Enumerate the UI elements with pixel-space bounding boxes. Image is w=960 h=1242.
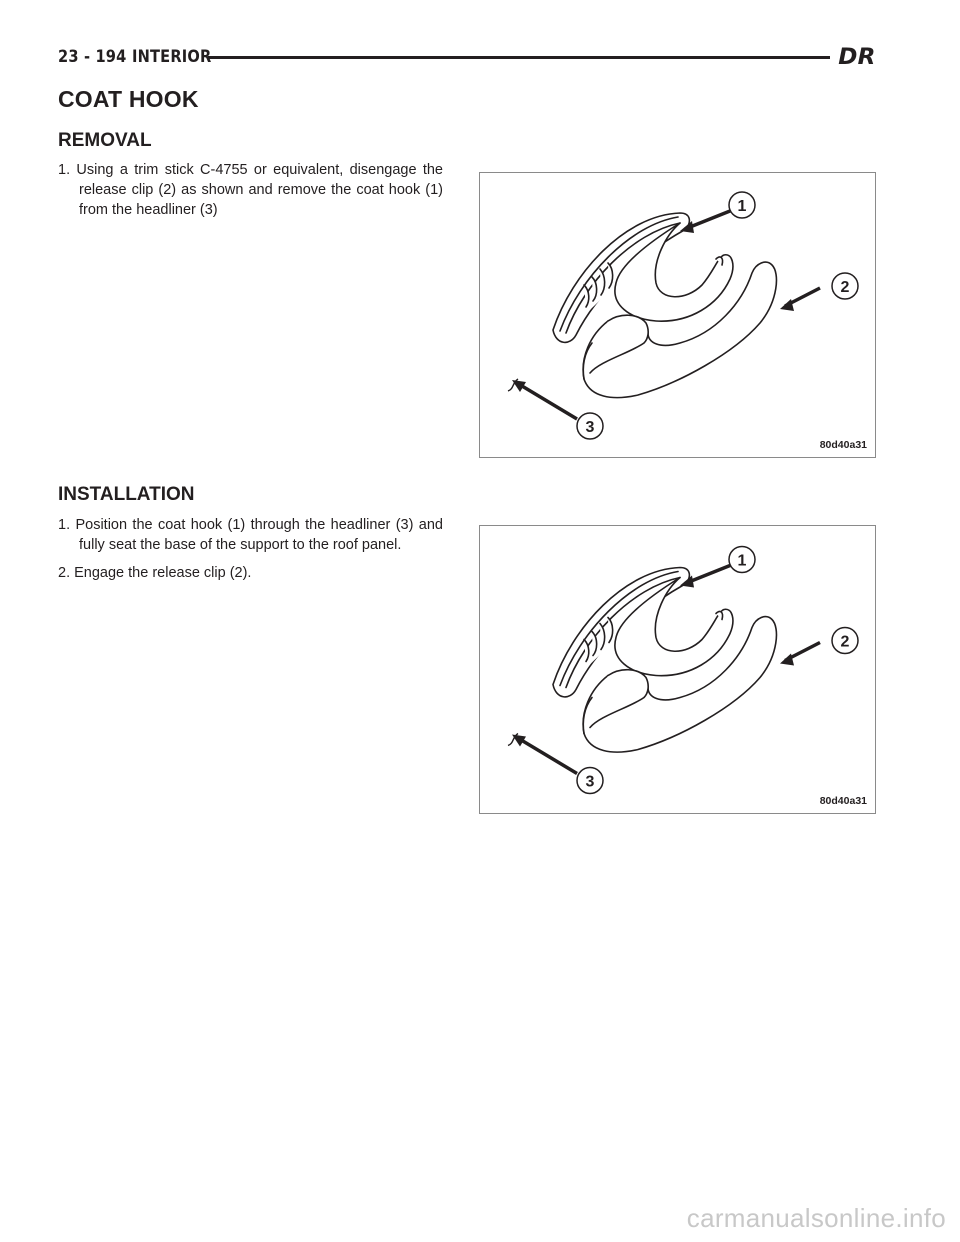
svg-text:1: 1 bbox=[737, 198, 747, 215]
installation-heading: INSTALLATION bbox=[58, 484, 195, 505]
installation-figure bbox=[479, 525, 876, 814]
figure-code: 80d40a31 bbox=[819, 439, 867, 451]
removal-step-1: 1. Using a trim stick C-4755 or equivalent, disengage the release clip (2) as shown and remove the coat hook (1) from the headliner (3) bbox=[58, 162, 443, 218]
removal-figure bbox=[479, 172, 876, 458]
installation-steps bbox=[58, 515, 443, 591]
page-title: COAT HOOK bbox=[58, 86, 199, 112]
callout-1 bbox=[729, 192, 755, 218]
callout-3 bbox=[577, 768, 603, 794]
page-header bbox=[58, 42, 876, 72]
removal-heading: REMOVAL bbox=[58, 130, 152, 151]
callout-3 bbox=[577, 413, 603, 439]
callout-1 bbox=[729, 547, 755, 573]
callout-2 bbox=[832, 628, 858, 654]
page-number: 23 - 194 bbox=[58, 47, 127, 67]
coat-hook-illustration bbox=[480, 173, 875, 457]
model-code: DR bbox=[838, 44, 876, 70]
section-name: INTERIOR bbox=[131, 47, 212, 67]
figure-code: 80d40a31 bbox=[819, 795, 867, 807]
svg-text:3: 3 bbox=[585, 419, 595, 436]
header-rule bbox=[208, 56, 830, 59]
installation-step-2: 2. Engage the release clip (2). bbox=[58, 565, 252, 581]
callout-2 bbox=[832, 273, 858, 299]
coat-hook-illustration bbox=[480, 526, 875, 813]
removal-steps bbox=[58, 160, 443, 228]
installation-step-1: 1. Position the coat hook (1) through the headliner (3) and fully seat the base of the support to the roof panel. bbox=[58, 517, 443, 553]
svg-text:3: 3 bbox=[585, 773, 595, 791]
svg-text:2: 2 bbox=[840, 633, 850, 651]
svg-text:2: 2 bbox=[840, 279, 850, 296]
site-watermark: carmanualsonline.info bbox=[686, 1203, 946, 1233]
svg-text:1: 1 bbox=[737, 552, 747, 570]
